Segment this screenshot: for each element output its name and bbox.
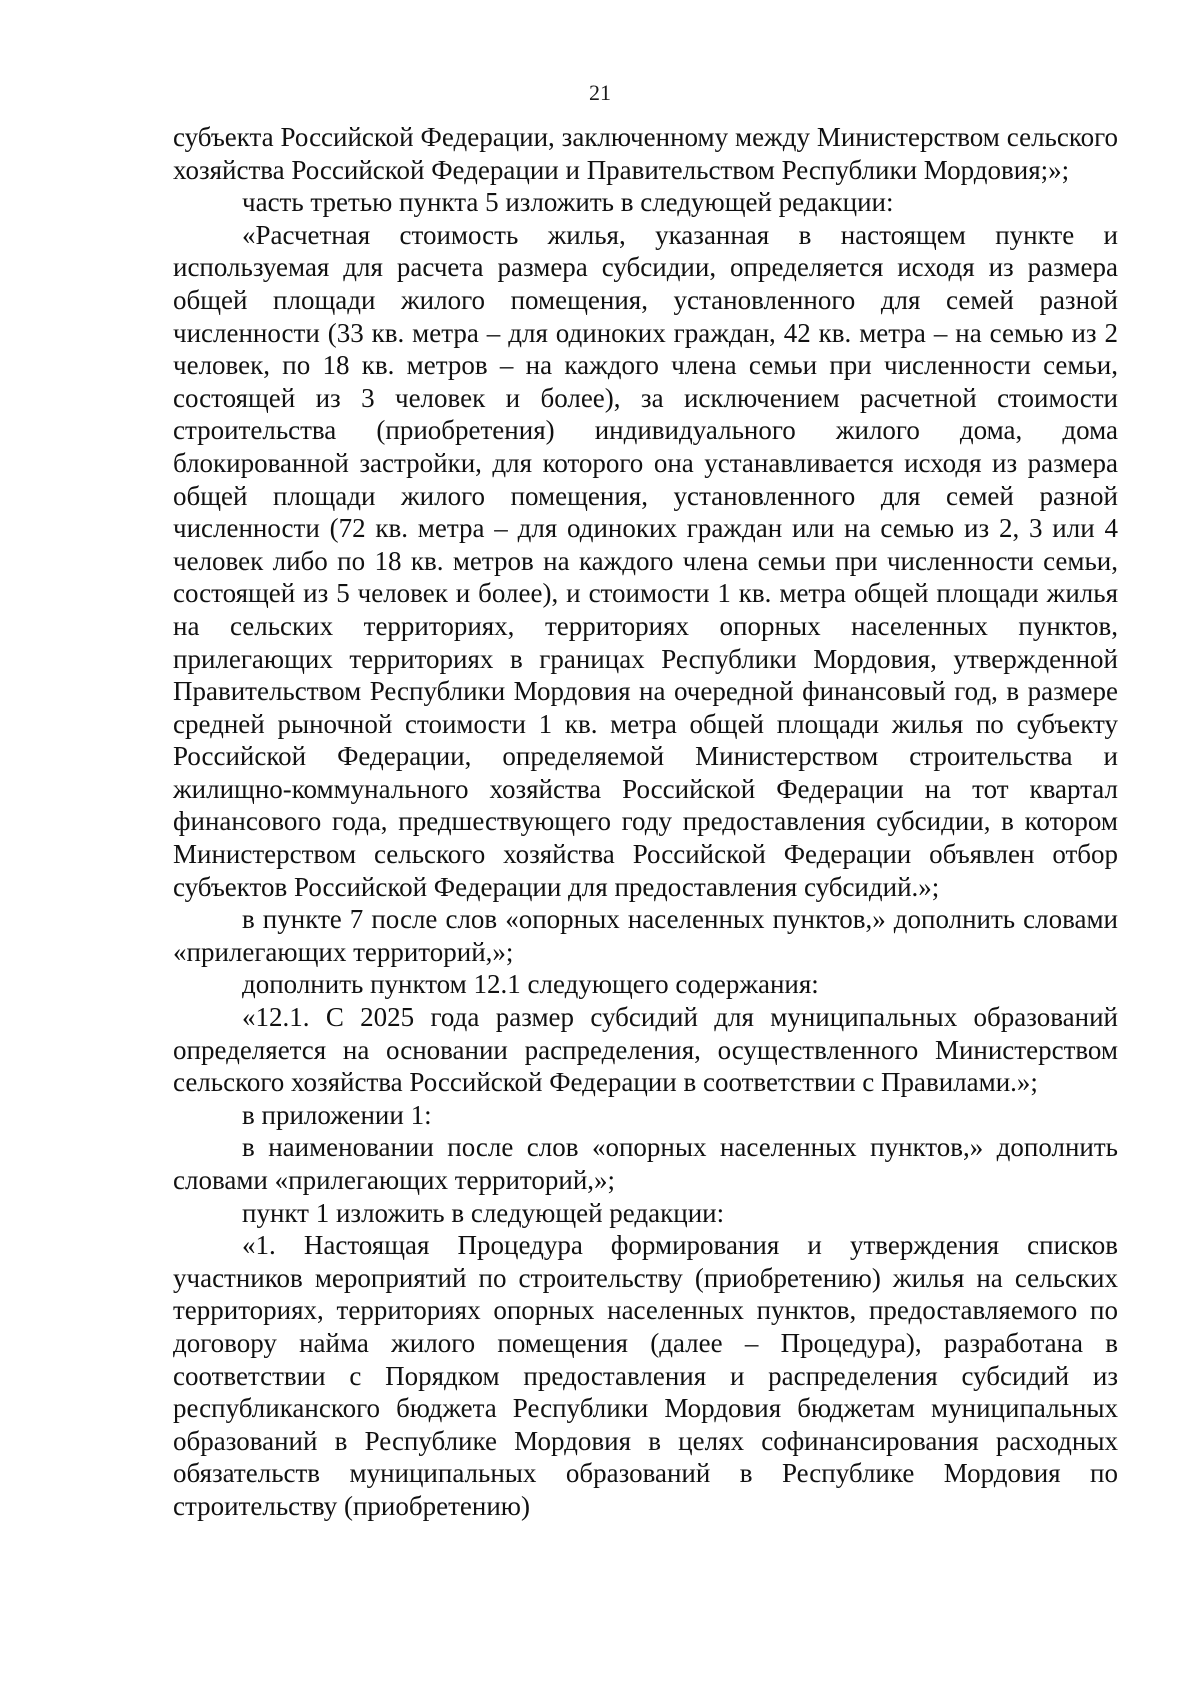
paragraph-amend-clause-5: часть третью пункта 5 изложить в следующей редакции:	[242, 187, 894, 218]
paragraph-appendix-1: в приложении 1:	[242, 1099, 432, 1130]
paragraph-continuation: субъекта Российской Федерации, заключенному между Министерством сельского хозяйства Российской Федерации и Правительством Республики Мордовия;»;	[173, 122, 1118, 185]
paragraph-clause-12-1-text: «12.1. С 2025 года размер субсидий для муниципальных образований определяется на основании распределения, осуществленного Министерством сельского хозяйства Российской Федерации в соответствии с Правилами.»;	[173, 1002, 1118, 1098]
page-number: 21	[589, 80, 611, 105]
paragraph-add-clause-12-1: дополнить пунктом 12.1 следующего содержания:	[242, 969, 819, 1000]
document-body	[173, 121, 1118, 1523]
paragraph-amend-point-1: пункт 1 изложить в следующей редакции:	[242, 1197, 725, 1228]
paragraph-point-1-text: «1. Настоящая Процедура формирования и утверждения списков участников мероприятий по строительству (приобретению) жилья на сельских территориях, территориях опорных населенных пунктов, предоставляемого по договору найма жилого помещения (далее – Процедура), разработана в соответствии с Порядком предоставления и распределения субсидий из республиканского бюджета Республики Мордовия бюджетам муниципальных образований в Республике Мордовия в целях софинансирования расходных обязательств муниципальных образований в Республике Мордовия по строительству (приобретению)	[173, 1230, 1118, 1521]
paragraph-calculated-cost: «Расчетная стоимость жилья, указанная в настоящем пункте и используемая для расчета размера субсидии, определяется исходя из размера общей площади жилого помещения, установленного для семей разной численности (33 кв. метра – для одиноких граждан, 42 кв. метра – на семью из 2 человек, по 18 кв. метров – на каждого члена семьи при численности семьи, состоящей из 3 человек и более), за исключением расчетной стоимости строительства (приобретения) индивидуального жилого дома, дома блокированной застройки, для которого она устанавливается исходя из размера общей площади жилого помещения, установленного для семей разной численности (72 кв. метра – для одиноких граждан или на семью из 2, 3 или 4 человек либо по 18 кв. метров на каждого члена семьи при численности семьи, состоящей из 5 человек и более), и стоимости 1 кв. метра общей площади жилья на сельских территориях, территориях опорных населенных пунктов, прилегающих территориях в границах Республики Мордовия, утвержденной Правительством Республики Мордовия на очередной финансовый год, в размере средней рыночной стоимости 1 кв. метра общей площади жилья по субъекту Российской Федерации, определяемой Министерством строительства и жилищно-коммунального хозяйства Российской Федерации на тот квартал финансового года, предшествующего году предоставления субсидии, в котором Министерством сельского хозяйства Российской Федерации объявлен отбор субъектов Российской Федерации для предоставления субсидий.»;	[173, 219, 1118, 902]
paragraph-appendix-title-amend: в наименовании после слов «опорных населенных пунктов,» дополнить словами «прилегающих территорий,»;	[173, 1132, 1118, 1195]
paragraph-amend-clause-7: в пункте 7 после слов «опорных населенных пунктов,» дополнить словами «прилегающих территорий,»;	[173, 904, 1118, 967]
